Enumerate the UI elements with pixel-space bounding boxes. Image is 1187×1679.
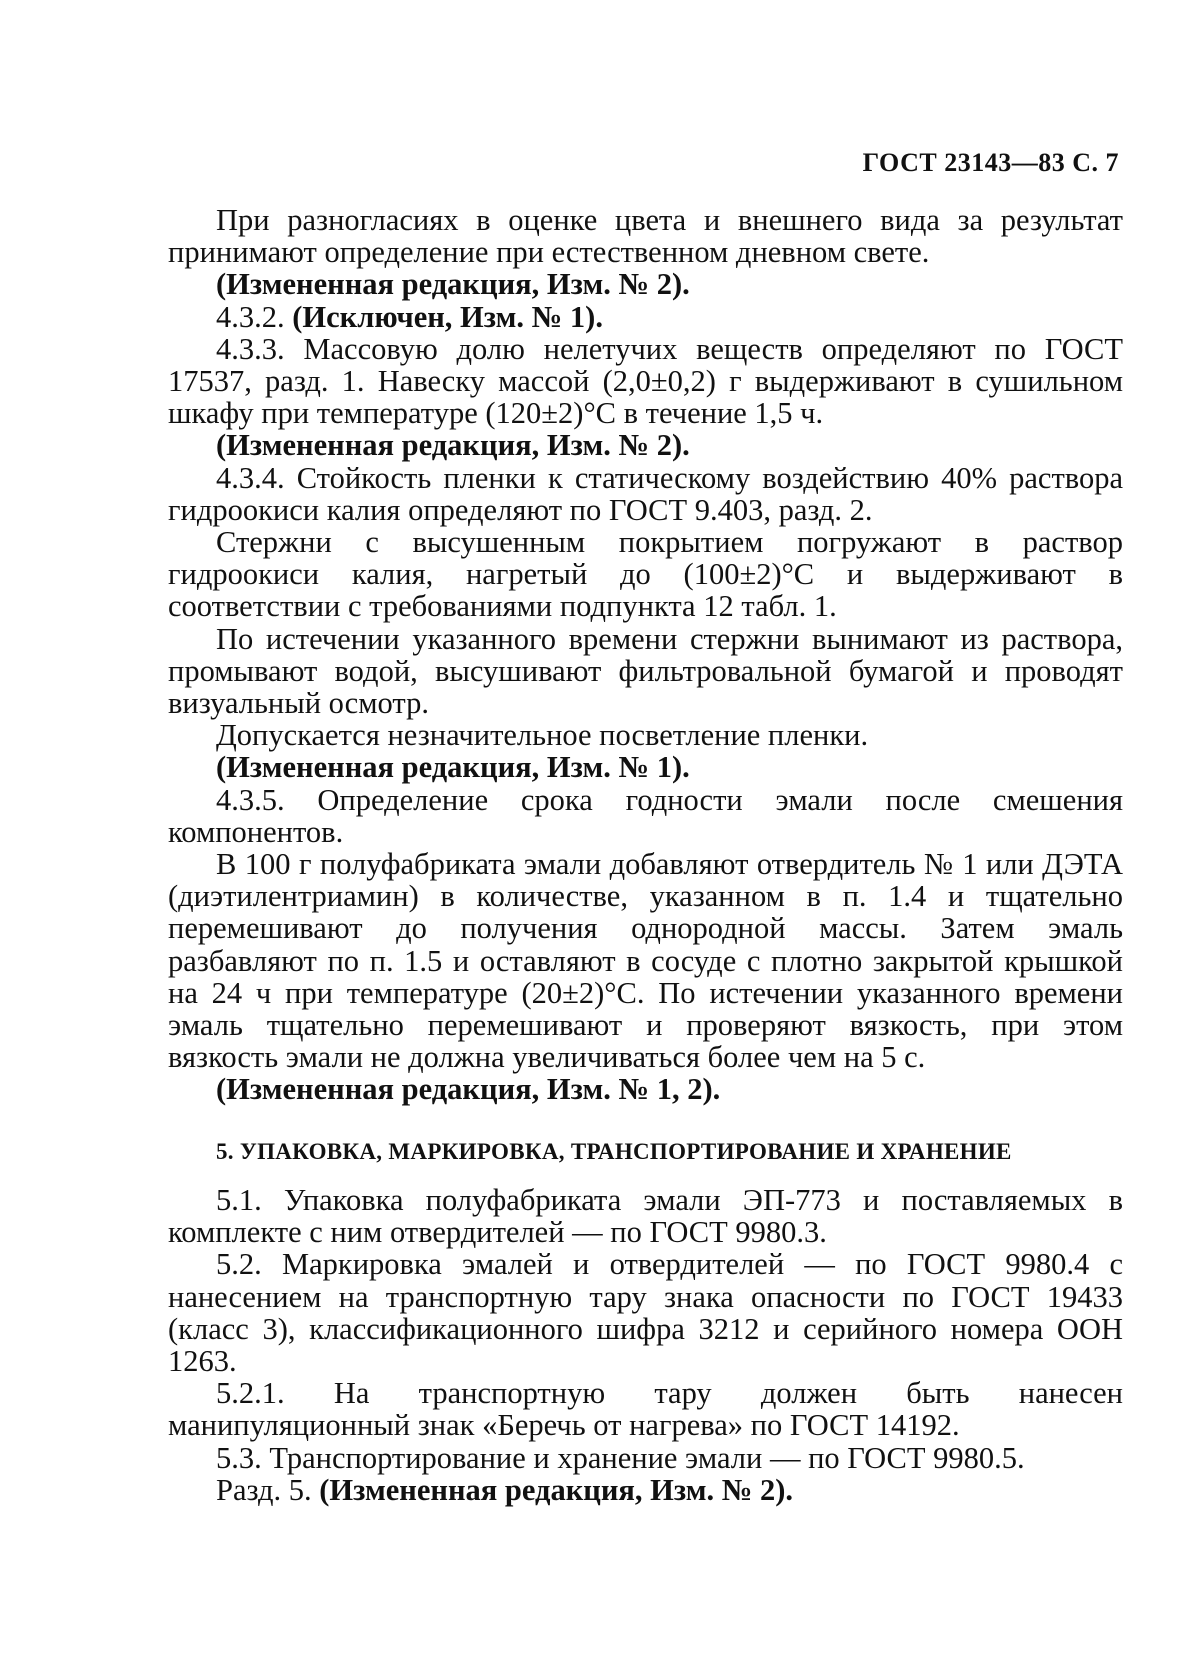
- clause-5-1: 5.1. Упаковка полуфабриката эмали ЭП-773 и поставляемых в комплекте с ним отвердителей — по ГОСТ 9980.3.: [168, 1182, 1123, 1250]
- document-body: [168, 204, 1123, 1506]
- clause-4-3-3: 4.3.3. Массовую долю нелетучих веществ определяют по ГОСТ 17537, разд. 1. Навеску массой (2,0±0,2) г выдерживают в сушильном шкафу при температуре (120±2)°С в течение 1,5 ч.: [168, 331, 1123, 431]
- section-5-title: 5. УПАКОВКА, МАРКИРОВКА, ТРАНСПОРТИРОВАНИЕ И ХРАНЕНИЕ: [216, 1138, 1012, 1164]
- clause-excluded-note: (Исключен, Изм. № 1).: [292, 299, 603, 334]
- amendment-note: (Измененная редакция, Изм. № 1).: [216, 750, 690, 785]
- paragraph-shelf-life-method: В 100 г полуфабриката эмали добавляют отвердитель № 1 или ДЭТА (диэтилентриамин) в количестве, указанном в п. 1.4 и тщательно перемешивают до получения однородной массы. Затем эмаль разбавляют по п. 1.5 и оставляют в сосуде с плотно закрытой крышкой на 24 ч при температуре (20±2)°С. По истечении указанного времени эмаль тщательно перемешивают и проверяют вязкость, при этом вязкость эмали не должна увеличиваться более чем на 5 с.: [168, 847, 1123, 1075]
- amendment-note: (Измененная редакция, Изм. № 2).: [216, 428, 690, 463]
- clause-5-2: 5.2. Маркировка эмалей и отвердителей — по ГОСТ 9980.4 с нанесением на транспортную тару знака опасности по ГОСТ 19433 (класс 3), классификационного шифра 3212 и серийного номера ООН 1263.: [168, 1247, 1123, 1378]
- section-ref: Разд. 5.: [216, 1472, 312, 1507]
- paragraph-lightening: Допускается незначительное посветление пленки.: [216, 718, 869, 753]
- clause-4-3-5: 4.3.5. Определение срока годности эмали после смешения компонентов.: [168, 782, 1123, 849]
- paragraph-color-disagreement: При разногласиях в оценке цвета и внешнего вида за результат принимают определение при естественном дневном свете.: [168, 203, 1123, 270]
- section-5-amendment: [168, 1474, 1123, 1506]
- clause-4-3-4: 4.3.4. Стойкость пленки к статическому воздействию 40% раствора гидроокиси калия определяют по ГОСТ 9.403, разд. 2.: [168, 460, 1123, 527]
- clause-5-3: 5.3. Транспортирование и хранение эмали — по ГОСТ 9980.5.: [216, 1440, 1025, 1475]
- paragraph-visual-inspection: По истечении указанного времени стержни вынимают из раствора, промывают водой, высушивают фильтровальной бумагой и проводят визуальный осмотр.: [168, 621, 1123, 721]
- amendment-note: (Измененная редакция, Изм. № 2).: [319, 1472, 794, 1507]
- clause-5-2-1: 5.2.1. На транспортную тару должен быть нанесен манипуляционный знак «Беречь от нагрева» по ГОСТ 14192.: [168, 1376, 1123, 1443]
- clause-number: 4.3.2.: [216, 299, 285, 334]
- amendment-note: (Измененная редакция, Изм. № 1, 2).: [216, 1072, 721, 1107]
- paragraph-rods-immersion: Стержни с высушенным покрытием погружают в раствор гидроокиси калия, нагретый до (100±2)°С и выдерживают в соответствии с требованиями подпункта 12 табл. 1.: [168, 525, 1123, 624]
- clause-4-3-2: [168, 301, 1123, 333]
- page-header: ГОСТ 23143—83 С. 7: [862, 148, 1119, 177]
- amendment-note: (Измененная редакция, Изм. № 2).: [216, 267, 690, 302]
